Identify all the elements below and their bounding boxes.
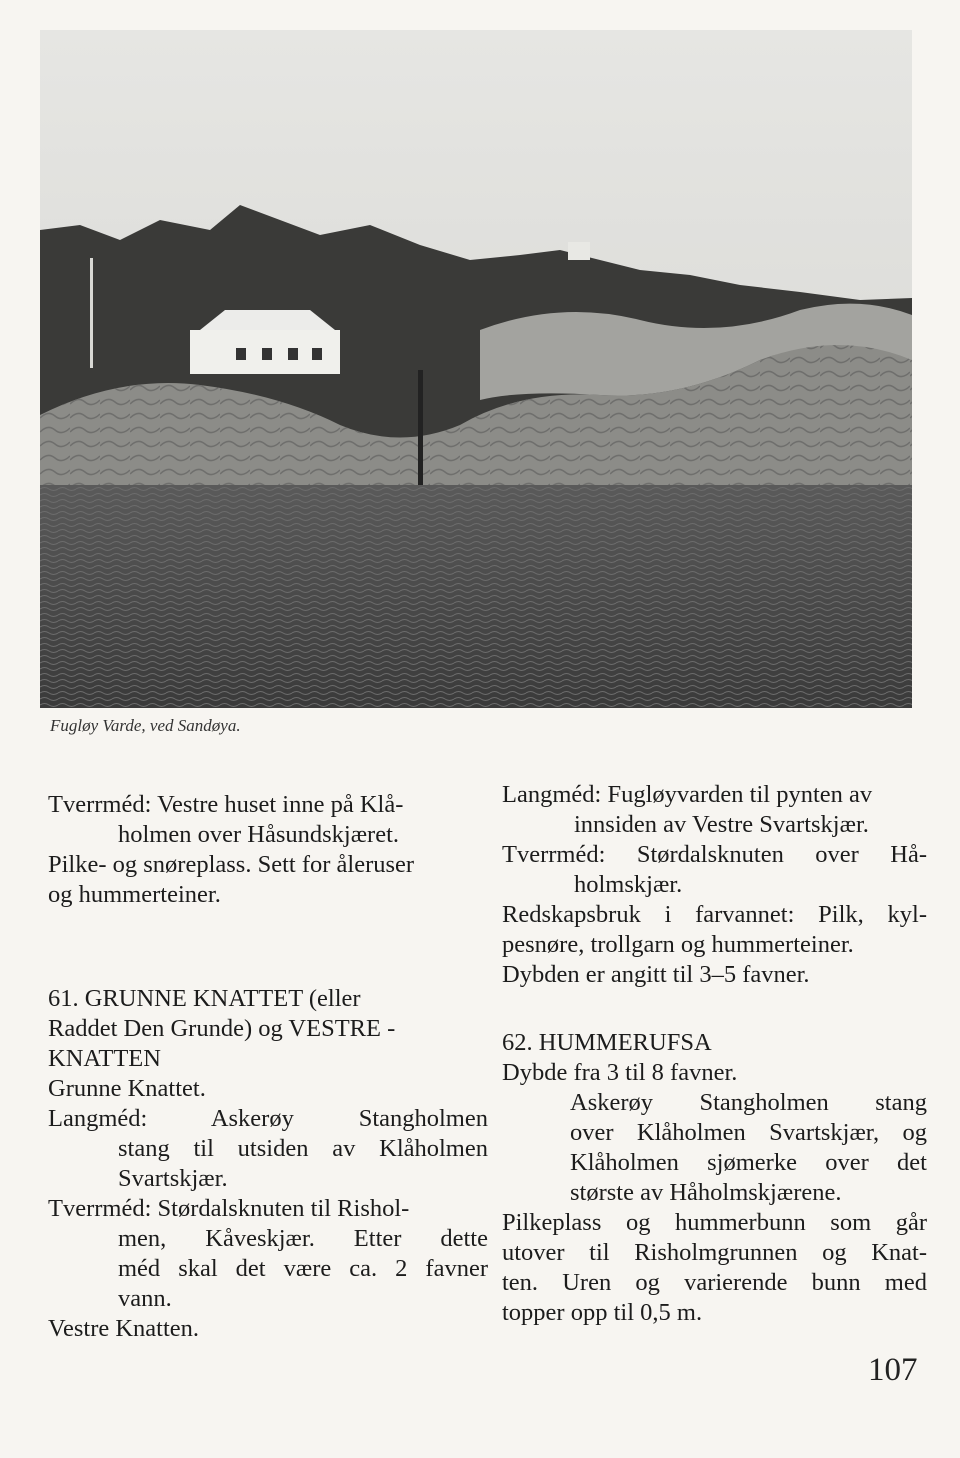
pilkeplass-line: Pilkeplass og hummerbunn som går bbox=[502, 1209, 927, 1236]
pilkeplass-line: ten. Uren og varierende bunn med bbox=[502, 1269, 927, 1296]
photo-caption: Fugløy Varde, ved Sandøya. bbox=[50, 716, 241, 735]
tverrmed-line: Tverrméd: Vestre huset inne på Klå- bbox=[48, 791, 404, 818]
subheading-vestre-knatten: Vestre Knatten. bbox=[48, 1315, 200, 1342]
askeroy-line: Askerøy Stangholmen stang bbox=[570, 1089, 927, 1116]
langmed-line: Svartskjær. bbox=[118, 1165, 228, 1192]
page-number: 107 bbox=[868, 1352, 918, 1388]
section-heading-62: 62. HUMMERUFSA bbox=[502, 1029, 712, 1056]
tverrmed-line: méd skal det være ca. 2 favner bbox=[118, 1255, 488, 1282]
langmed-line: innsiden av Vestre Svartskjær. bbox=[574, 811, 869, 838]
langmed-line: Langméd: Askerøy Stangholmen bbox=[48, 1105, 488, 1132]
left-column bbox=[48, 790, 488, 1344]
tverrmed-line: holmskjær. bbox=[574, 871, 683, 898]
section-heading-61: 61. GRUNNE KNATTET (eller bbox=[48, 985, 361, 1012]
right-column bbox=[502, 780, 927, 1328]
tverrmed-line: holmen over Håsundskjæret. bbox=[118, 821, 400, 848]
redskap-line: pesnøre, trollgarn og hummerteiner. bbox=[502, 931, 854, 958]
askeroy-line: største av Håholmskjærene. bbox=[570, 1179, 842, 1206]
redskap-line: Redskapsbruk i farvannet: Pilk, kyl- bbox=[502, 901, 927, 928]
section-heading-61: KNATTEN bbox=[48, 1045, 161, 1072]
spacer bbox=[502, 990, 927, 1028]
tverrmed-line: vann. bbox=[118, 1285, 172, 1312]
spacer bbox=[48, 910, 488, 984]
subheading-grunne-knattet: Grunne Knattet. bbox=[48, 1075, 206, 1102]
landscape-photo-icon bbox=[40, 30, 912, 708]
tverrmed-line: Tverrméd: Størdalsknuten over Hå- bbox=[502, 841, 927, 868]
pilke-line: Pilke- og snøreplass. Sett for åleruser bbox=[48, 851, 415, 878]
tverrmed-line: men, Kåveskjær. Etter dette bbox=[118, 1225, 488, 1252]
dybde-line: Dybde fra 3 til 8 favner. bbox=[502, 1059, 738, 1086]
pilkeplass-line: topper opp til 0,5 m. bbox=[502, 1299, 703, 1326]
askeroy-line: Klåholmen sjømerke over det bbox=[570, 1149, 927, 1176]
askeroy-line: over Klåholmen Svartskjær, og bbox=[570, 1119, 927, 1146]
tverrmed-line: Tverrméd: Størdalsknuten til Rishol- bbox=[48, 1195, 410, 1222]
section-heading-61: Raddet Den Grunde) og VESTRE - bbox=[48, 1015, 396, 1042]
landscape-photo bbox=[40, 30, 912, 708]
redskap-line: Dybden er angitt til 3–5 favner. bbox=[502, 961, 810, 988]
pilkeplass-line: utover til Risholmgrunnen og Knat- bbox=[502, 1239, 927, 1266]
langmed-line: stang til utsiden av Klåholmen bbox=[118, 1135, 488, 1162]
pilke-line: og hummerteiner. bbox=[48, 881, 221, 908]
langmed-line: Langméd: Fugløyvarden til pynten av bbox=[502, 781, 873, 808]
